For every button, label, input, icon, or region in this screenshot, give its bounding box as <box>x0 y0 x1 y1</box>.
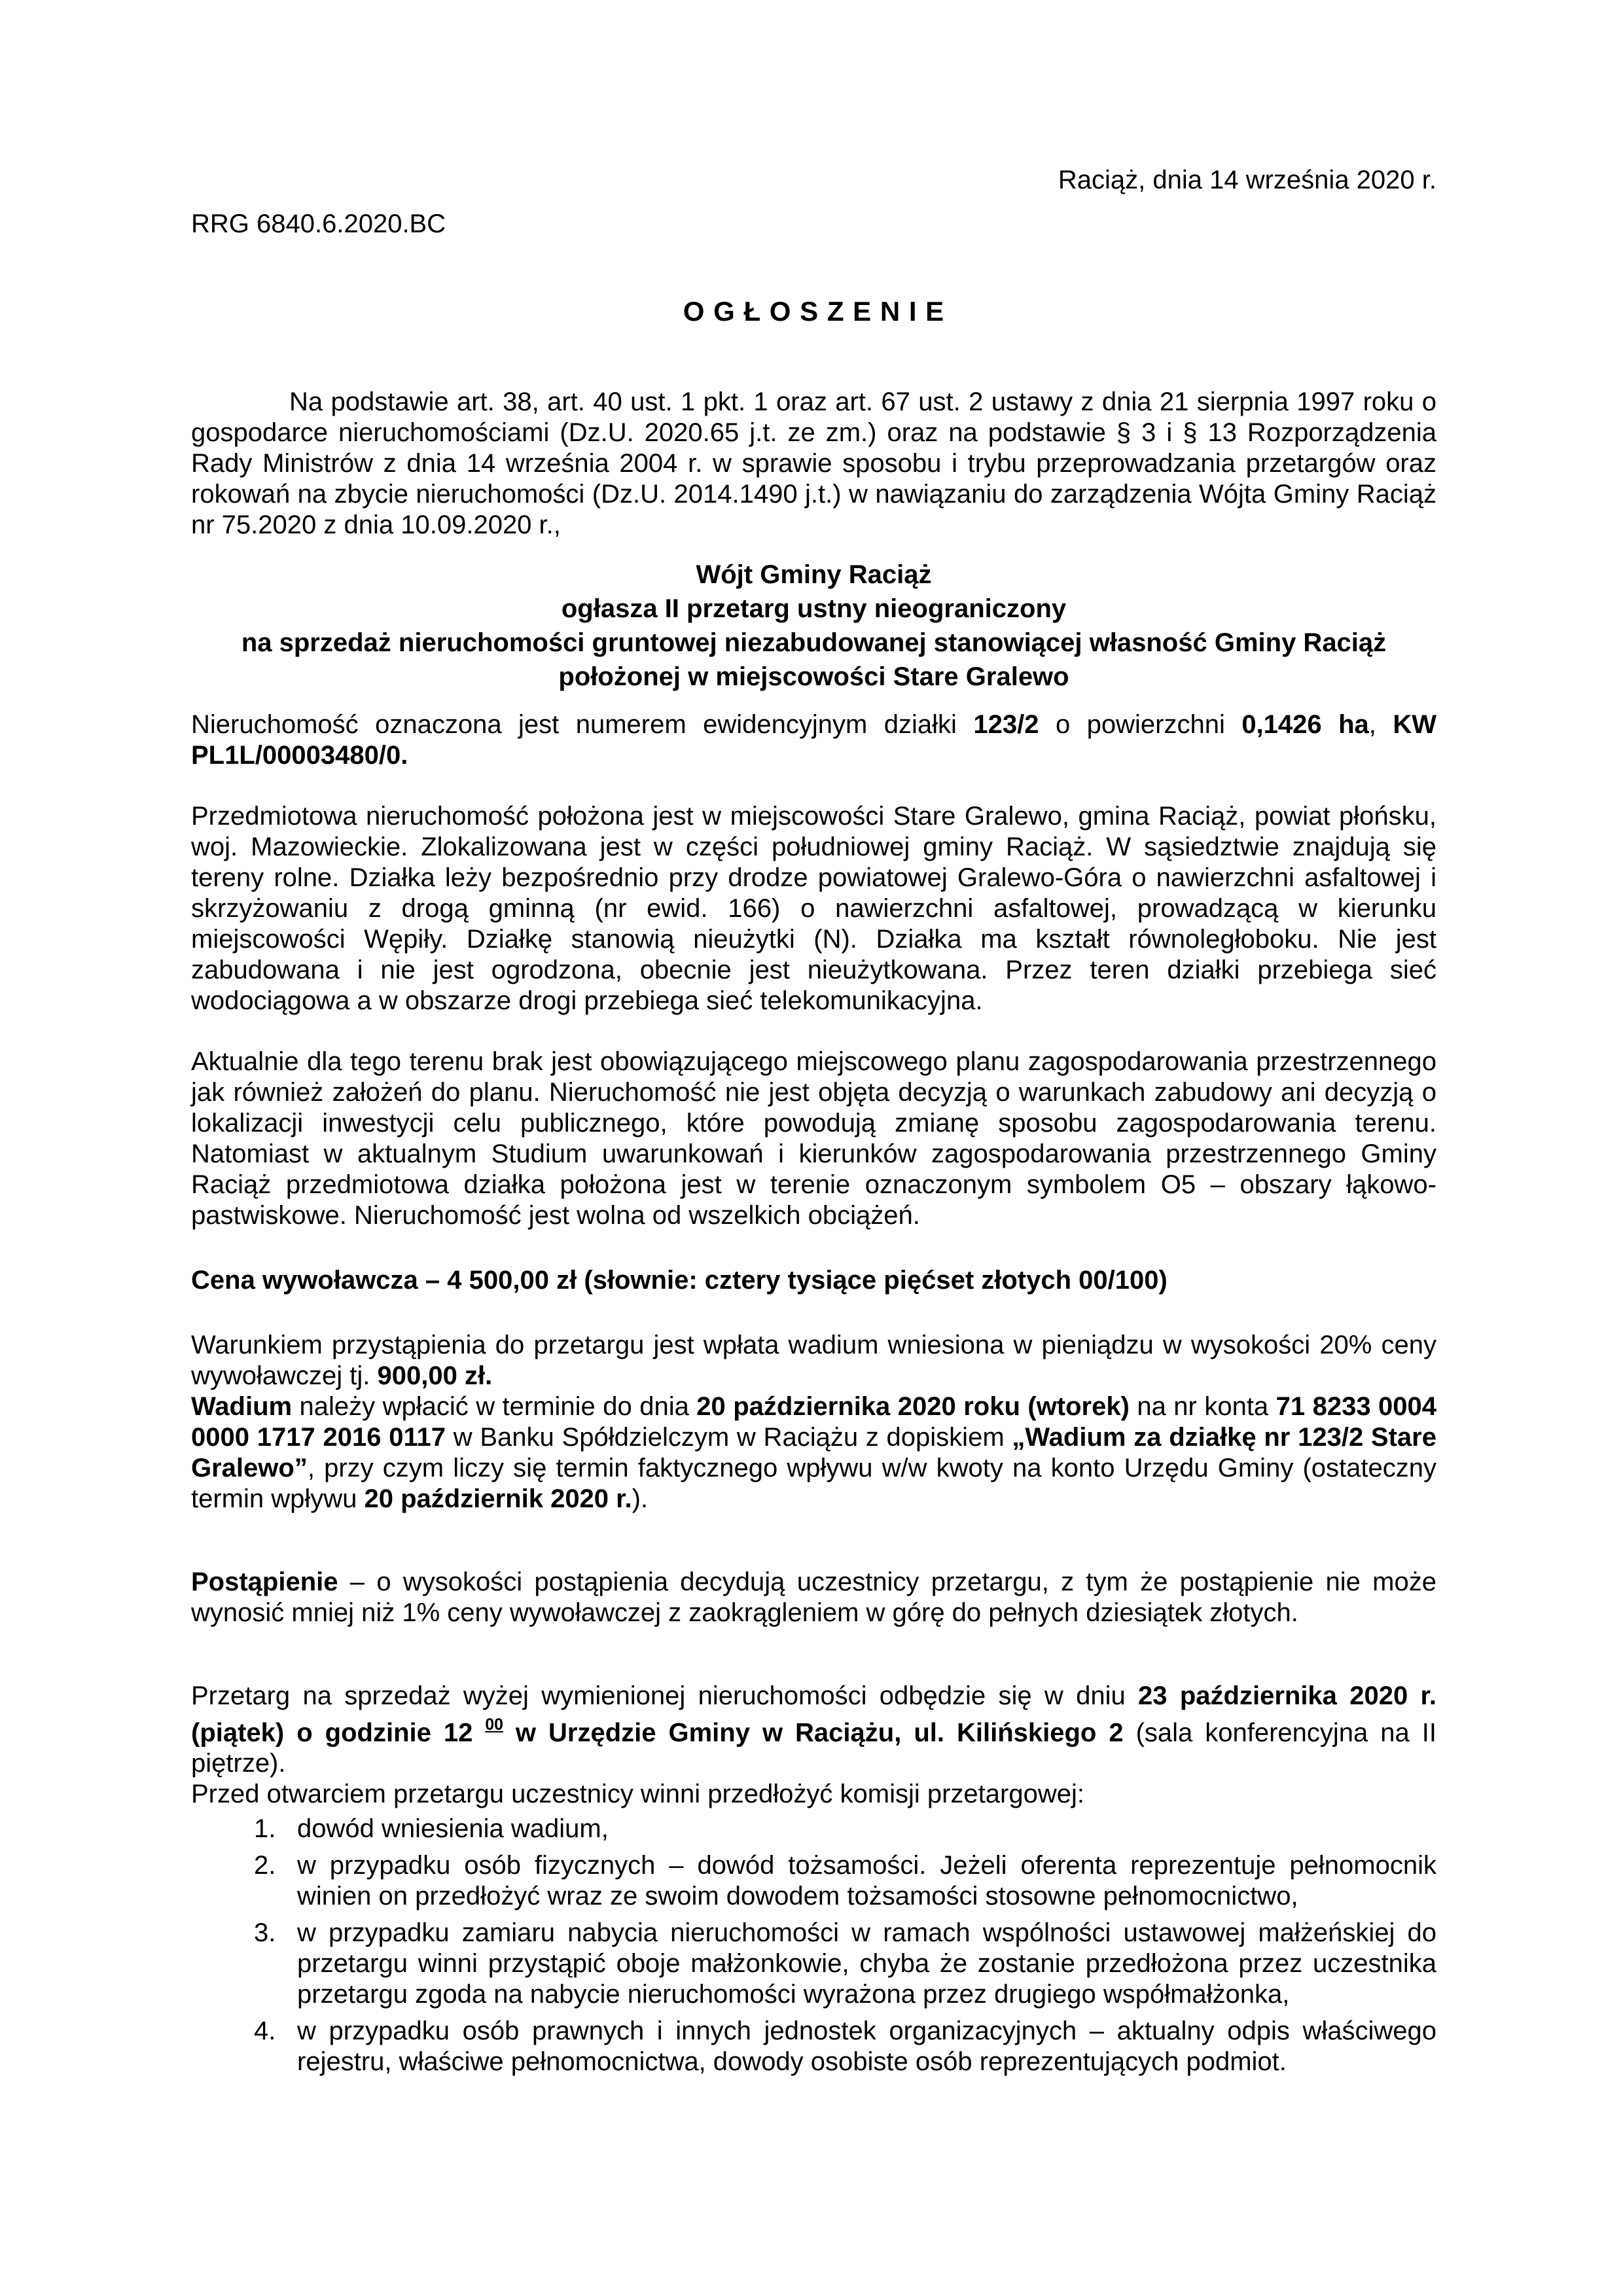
list-item-text: w przypadku osób prawnych i innych jednostek organizacyjnych – aktualny odpis właściwego rejestru, właściwe pełnomocnictwa, dowody osobiste osób reprezentujących podmiot. <box>297 2017 1436 2077</box>
text-run: 71 8233 0004 0000 1717 2016 0117 <box>191 1392 1437 1452</box>
text-run: , przy czym liczy się termin faktycznego wpływu w/w kwoty na konto Urzędu Gminy (ostateczny termin wpływu <box>191 1454 1436 1513</box>
list-item-number: 1. <box>254 1814 276 1844</box>
announcement-line-subject: na sprzedaż nieruchomości gruntowej niezabudowanej stanowiącej własność Gminy Raciąż <box>241 628 1387 657</box>
list-item-text: w przypadku zamiaru nabycia nieruchomości w ramach wspólności ustawowej małżeńskiej do przetargu winni przystąpić oboje małżonkowie, chyba że zostanie przedłożona przez uczestnika przetargu zgoda na nabycie nieruchomości wyrażona przez drugiego współmałżonka, <box>297 1918 1436 2009</box>
list-item-text: dowód wniesienia wadium, <box>297 1814 609 1844</box>
legal-basis-paragraph: Na podstawie art. 38, art. 40 ust. 1 pkt. 1 oraz art. 67 ust. 2 ustawy z dnia 21 sierpnia 1997 roku o gospodarce nieruchomościami (Dz.U. 2020.65 j.t. ze zm.) oraz na podstawie § 3 i § 13 Rozporządzenia Rady Ministrów z dnia 14 września 2004 r. w sprawie sposobu i trybu przeprowadzania przetargów oraz rokowań na zbycie nieruchomości (Dz.U. 2014.1490 j.t.) w nawiązaniu do zarządzenia Wójta Gminy Raciąż nr 75.2020 z dnia 10.09.2020 r., <box>191 387 1436 539</box>
announcement-heading <box>191 558 1436 694</box>
text-run: „Wadium za działkę nr 123/2 Stare Gralewo” <box>191 1423 1436 1482</box>
list-item-number: 2. <box>254 1851 276 1880</box>
requirements-list <box>191 1814 1436 2077</box>
text-run: 23 października 2020 r. (piątek) o godzinie 12 <box>191 1681 1436 1748</box>
planning-status-paragraph: Aktualnie dla tego terenu brak jest obowiązującego miejscowego planu zagospodarowania przestrzennego jak również założeń do planu. Nieruchomość nie jest objęta decyzją o warunkach zabudowy ani decyzją o lokalizacji inwestycji celu publicznego, które powodują zmianę sposobu zagospodarowania terenu. Natomiast w aktualnym Studium uwarunkowań i kierunków zagospodarowania przestrzennego Gminy Raciąż przedmiotowa działka położona jest w terenie oznaczonym symbolem O5 – obszary łąkowo-pastwiskowe. Nieruchomość jest wolna od wszelkich obciążeń. <box>191 1047 1436 1230</box>
text-run: w Urzędzie Gminy w Raciążu, ul. Kilińskiego 2 <box>503 1718 1124 1748</box>
text-run: 0,1426 ha <box>1241 710 1369 739</box>
text-run: 20 październik 2020 r. <box>364 1484 632 1513</box>
text-run: – o wysokości postąpienia decydują uczestnicy przetargu, z tym że postąpienie nie może wynosić mniej niż 1% ceny wywoławczej z zaokrągleniem w górę do pełnych dziesiątek złotych. <box>191 1568 1436 1627</box>
announcement-line-issuer: Wójt Gminy Raciąż <box>696 560 932 589</box>
text-run: 900,00 zł. <box>377 1361 493 1390</box>
text-run: w Banku Spółdzielczym w Raciążu z dopiskiem <box>445 1423 1012 1452</box>
text-run: Warunkiem przystąpienia do przetargu jest wpłata wadium wniesiona w pieniądzu w wysokości 20% ceny wywoławczej tj. <box>191 1331 1436 1390</box>
list-item-legal-entities <box>254 2016 1436 2077</box>
date-line: Raciąż, dnia 14 września 2020 r. <box>1058 166 1436 194</box>
deposit-condition-paragraph <box>191 1330 1436 1391</box>
text-run: KW PL1L/00003480/0. <box>191 710 1437 770</box>
text-run: Nieruchomość oznaczona jest numerem ewidencyjnym działki <box>191 710 974 739</box>
text-run: Wadium <box>191 1392 293 1421</box>
text-run: o powierzchni <box>1039 710 1242 739</box>
list-item-number: 3. <box>254 1918 276 1948</box>
text-run: 00 <box>485 1716 503 1734</box>
list-item-text: w przypadku osób fizycznych – dowód tożsamości. Jeżeli oferenta reprezentuje pełnomocnik winien on przedłożyć wraz ze swoim dowodem tożsamości stosowne pełnomocnictwo, <box>297 1851 1436 1911</box>
announcement-line-location: położonej w miejscowości Stare Gralewo <box>558 662 1069 691</box>
list-item-marital-consent <box>254 1918 1436 2010</box>
text-run: 20 października 2020 roku (wtorek) <box>696 1392 1130 1421</box>
list-item-deposit-proof <box>254 1814 1436 1844</box>
auction-date-paragraph <box>191 1681 1436 1779</box>
page-title: O G Ł O S Z E N I E <box>683 296 945 327</box>
deposit-payment-paragraph <box>191 1391 1436 1515</box>
text-run: Postąpienie <box>191 1568 338 1596</box>
location-description-paragraph: Przedmiotowa nieruchomość położona jest w miejscowości Stare Gralewo, gmina Raciąż, powiat płońsku, woj. Mazowieckie. Zlokalizowana jest w części południowej gminy Raciąż. W sąsiedztwie znajdują się tereny rolne. Działka leży bezpośrednio przy drodze powiatowej Gralewo-Góra o nawierzchni asfaltowej i skrzyżowaniu z drogą gminną (nr ewid. 166) o nawierzchni asfaltowej, prowadzącą w kierunku miejscowości Wępiły. Działkę stanowią nieużytki (N). Działka ma kształt równoległoboku. Nie jest zabudowana i nie jest ogrodzona, obecnie jest nieużytkowana. Przez teren działki przebiega sieć wodociągowa a w obszarze drogi przebiega sieć telekomunikacyjna. <box>191 802 1436 1015</box>
committee-requirements-line: Przed otwarciem przetargu uczestnicy winni przedłożyć komisji przetargowej: <box>191 1780 1084 1809</box>
list-item-number: 4. <box>254 2017 276 2046</box>
text-run: na nr konta <box>1129 1392 1276 1421</box>
list-item-identity <box>254 1850 1436 1912</box>
text-run: należy wpłacić w terminie do dnia <box>292 1392 697 1421</box>
text-run: 123/2 <box>973 710 1039 739</box>
text-run: ). <box>632 1484 649 1513</box>
announcement-line-tender-type: ogłasza II przetarg ustny nieograniczony <box>561 594 1067 623</box>
text-run: Przetarg na sprzedaż wyżej wymienionej nieruchomości odbędzie się w dniu <box>191 1681 1139 1710</box>
text-run: (sala konferencyjna na II piętrze). <box>191 1718 1436 1778</box>
bid-increment-paragraph <box>191 1567 1436 1628</box>
reference-number: RRG 6840.6.2020.BC <box>191 209 446 238</box>
starting-price-line: Cena wywoławcza – 4 500,00 zł (słownie: cztery tysiące pięćset złotych 00/100) <box>191 1266 1168 1295</box>
text-run: , <box>1368 710 1393 739</box>
property-id-paragraph <box>191 709 1436 771</box>
